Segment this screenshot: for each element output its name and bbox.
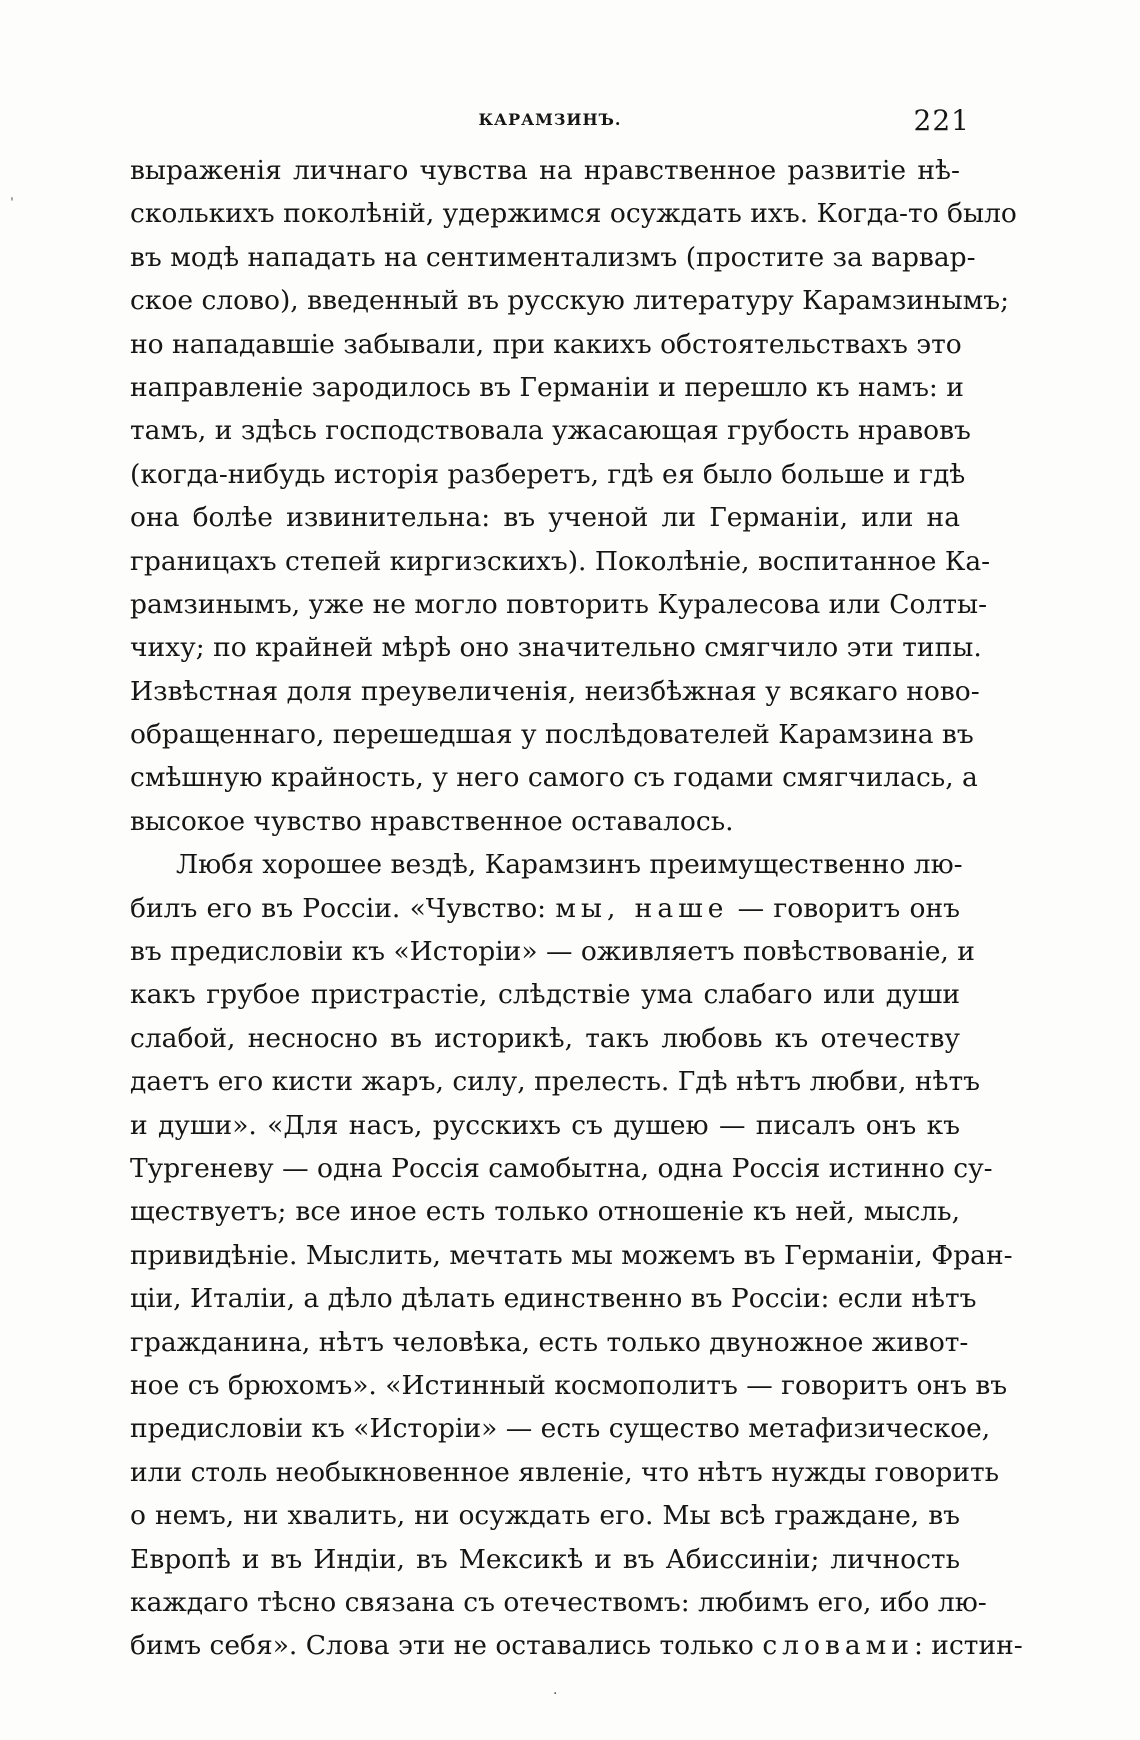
spaced-emphasis: мы, наше: [555, 892, 729, 924]
text-line: но нападавшіе забывали, при какихъ обстоятельствахъ это: [130, 328, 962, 360]
text-segment: : истин-: [913, 1630, 1023, 1662]
text-line: она болѣе извинительна: въ ученой ли Германіи, или на: [130, 502, 960, 534]
text-line: [130, 887, 960, 930]
text-line: направленіе зародилось въ Германіи и перешло къ намъ: и: [130, 371, 964, 403]
text-line: каждаго тѣсно связана съ отечествомъ: любимъ его, ибо лю-: [130, 1586, 987, 1618]
text-line: въ модѣ нападать на сентиментализмъ (простите за варвар-: [130, 241, 976, 273]
text-line: выраженія личнаго чувства на нравственное развитіе нѣ-: [130, 155, 960, 186]
text-line: предисловіи къ «Исторіи» — есть существо метафизическое,: [130, 1413, 991, 1445]
text-line: Европѣ и въ Индіи, въ Мексикѣ и въ Абиссиніи; личность: [130, 1543, 960, 1575]
text-line: тамъ, и здѣсь господствовала ужасающая грубость нравовъ: [130, 415, 971, 447]
text-line: и души». «Для насъ, русскихъ съ душею — писалъ онъ къ: [130, 1109, 960, 1141]
page-number: 221: [913, 104, 970, 137]
text-line: какъ грубое пристрастіе, слѣдствіе ума слабаго или души: [130, 979, 960, 1011]
text-line: привидѣніе. Мыслить, мечтать мы можемъ въ Германіи, Фран-: [130, 1239, 1013, 1271]
text-segment: бимъ себя». Слова эти не оставались только: [130, 1630, 763, 1662]
running-head: [130, 104, 970, 138]
text-line: границахъ степей киргизскихъ). Поколѣніе, воспитанное Ка-: [130, 545, 991, 577]
margin-speck: ˈ: [10, 196, 14, 212]
spaced-emphasis: словами: [762, 1630, 914, 1662]
text-segment: билъ его въ Россіи. «Чувство:: [130, 892, 556, 924]
text-line: ное съ брюхомъ». «Истинный космополитъ — говоритъ онъ въ: [130, 1369, 1008, 1401]
text-line: рамзинымъ, уже не могло повторить Куралесова или Солты-: [130, 588, 988, 620]
text-line: Извѣстная доля преувеличенія, неизбѣжная у всякаго ново-: [130, 675, 980, 707]
text-line: даетъ его кисти жаръ, силу, прелесть. Гдѣ нѣтъ любви, нѣтъ: [130, 1066, 981, 1098]
text-line: ское слово), введенный въ русскую литературу Карамзинымъ;: [130, 285, 1010, 317]
text-line: сколькихъ поколѣній, удержимся осуждать ихъ. Когда-то было: [130, 198, 1017, 230]
running-title: КАРАМЗИНЪ.: [478, 110, 622, 129]
text-line-paragraph-end: высокое чувство нравственное оставалось.: [130, 805, 734, 837]
text-line-paragraph-start: Любя хорошее вездѣ, Карамзинъ преимущественно лю-: [176, 849, 963, 881]
text-line: [130, 1624, 1023, 1667]
bottom-speck: ·: [553, 1686, 558, 1702]
text-line: чиху; по крайней мѣрѣ оно значительно смягчило эти типы.: [130, 632, 982, 664]
text-line: Тургеневу — одна Россія самобытна, одна Россія истинно су-: [130, 1152, 993, 1184]
text-line: ціи, Италіи, а дѣло дѣлать единственно въ Россіи: если нѣтъ: [130, 1283, 977, 1315]
text-line: (когда-нибудь исторія разберетъ, гдѣ ея было больше и гдѣ: [130, 458, 966, 490]
text-line: о немъ, ни хвалить, ни осуждать его. Мы всѣ граждане, въ: [130, 1500, 960, 1532]
body-text: [130, 149, 1023, 1668]
text-segment: — говоритъ онъ: [728, 892, 960, 924]
text-line: гражданина, нѣтъ человѣка, есть только двуножное живот-: [130, 1326, 969, 1358]
text-line: ществуетъ; все иное есть только отношеніе къ ней, мысль,: [130, 1196, 960, 1228]
text-line: или столь необыкновенное явленіе, что нѣтъ нужды говорить: [130, 1456, 1000, 1488]
text-line: смѣшную крайность, у него самого съ годами смягчилась, а: [130, 762, 978, 794]
text-line: въ предисловіи къ «Исторіи» — оживляетъ повѣствованіе, и: [130, 936, 975, 968]
text-line: обращеннаго, перешедшая у послѣдователей Карамзина въ: [130, 719, 974, 751]
text-line: слабой, несносно въ историкѣ, такъ любовь къ отечеству: [130, 1022, 960, 1054]
